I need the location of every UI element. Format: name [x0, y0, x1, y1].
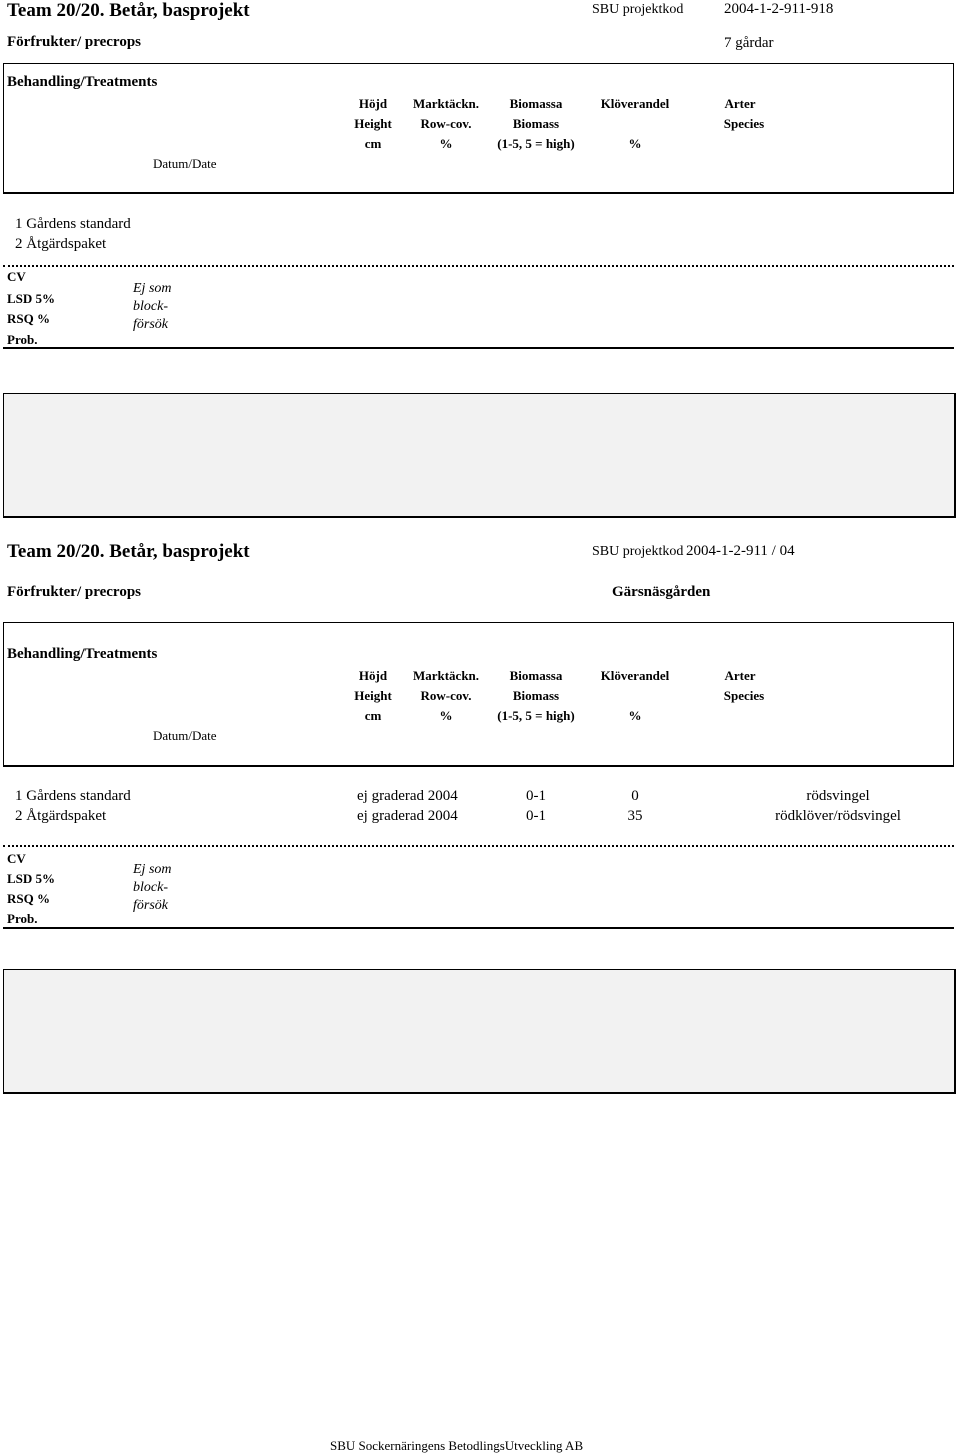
- col-biomass-en: Biomass: [512, 116, 560, 131]
- treatment-row: 2 Åtgärdspaket: [15, 236, 107, 252]
- design-note: block-: [133, 299, 168, 314]
- precrops-label: Förfrukter/ precrops: [7, 34, 141, 50]
- stat-cv: CV: [7, 851, 26, 866]
- design-note: Ej som: [133, 281, 172, 296]
- precrops-label: Förfrukter/ precrops: [7, 584, 141, 600]
- stats-divider: [3, 845, 954, 847]
- col-clover-unit: %: [628, 708, 642, 723]
- project-code-value: 2004-1-2-911-918: [724, 1, 834, 17]
- col-height-en: Height: [354, 116, 392, 131]
- design-note: block-: [133, 880, 168, 895]
- design-note: Ej som: [133, 862, 172, 877]
- col-species-en: Species: [723, 116, 765, 131]
- clover-cell: 35: [627, 808, 643, 824]
- date-label: Datum/Date: [153, 728, 217, 743]
- date-label: Datum/Date: [153, 156, 217, 171]
- col-species-en: Species: [723, 688, 765, 703]
- footer-text: SBU Sockernäringens BetodlingsUtveckling AB: [330, 1438, 584, 1453]
- stat-prob: Prob.: [7, 911, 38, 926]
- col-rowcov-en: Row-cov.: [420, 688, 472, 703]
- col-height-en: Height: [354, 688, 392, 703]
- design-note: försök: [133, 898, 168, 913]
- biomass-cell: 0-1: [526, 788, 546, 804]
- col-biomass-sv: Biomassa: [509, 96, 563, 111]
- stat-rsq: RSQ %: [7, 311, 50, 326]
- col-rowcov-sv: Marktäckn.: [412, 668, 480, 683]
- project-code-label: SBU projektkod: [592, 544, 684, 559]
- stat-lsd: LSD 5%: [7, 291, 56, 306]
- species-cell: rödklöver/rödsvingel: [775, 808, 901, 824]
- page-title: Team 20/20. Betår, basprojekt: [7, 541, 250, 562]
- col-height-sv: Höjd: [358, 96, 388, 111]
- biomass-cell: 0-1: [526, 808, 546, 824]
- col-clover-unit: %: [628, 136, 642, 151]
- stat-rsq: RSQ %: [7, 891, 50, 906]
- stat-cv: CV: [7, 269, 26, 284]
- col-biomass-unit: (1-5, 5 = high): [497, 708, 575, 723]
- col-species-sv: Arter: [724, 668, 756, 683]
- col-biomass-sv: Biomassa: [509, 668, 563, 683]
- chart-placeholder-box: [3, 969, 956, 1094]
- col-height-unit: cm: [364, 708, 382, 723]
- col-height-sv: Höjd: [358, 668, 388, 683]
- col-biomass-en: Biomass: [512, 688, 560, 703]
- stat-prob: Prob.: [7, 332, 38, 347]
- col-species-sv: Arter: [724, 96, 756, 111]
- stat-lsd: LSD 5%: [7, 871, 56, 886]
- stats-bottom-rule: [3, 927, 954, 929]
- place-label: 7 gårdar: [724, 35, 774, 51]
- treatment-row: 1 Gårdens standard: [15, 216, 131, 232]
- project-code-label: SBU projektkod: [592, 2, 684, 17]
- project-code-value: 2004-1-2-911 / 04: [686, 543, 795, 559]
- chart-placeholder-box: [3, 393, 956, 518]
- col-rowcov-en: Row-cov.: [420, 116, 472, 131]
- col-clover-sv: Klöverandel: [600, 668, 670, 683]
- graded-cell: ej graderad 2004: [357, 808, 458, 824]
- place-label: Gärsnäsgården: [612, 584, 711, 600]
- treatments-label: Behandling/Treatments: [7, 646, 158, 662]
- col-biomass-unit: (1-5, 5 = high): [497, 136, 575, 151]
- col-rowcov-unit: %: [439, 136, 453, 151]
- col-height-unit: cm: [364, 136, 382, 151]
- clover-cell: 0: [631, 788, 639, 804]
- design-note: försök: [133, 317, 168, 332]
- species-cell: rödsvingel: [806, 788, 870, 804]
- stats-bottom-rule: [3, 347, 954, 349]
- page-title: Team 20/20. Betår, basprojekt: [7, 0, 250, 21]
- treatments-label: Behandling/Treatments: [7, 74, 158, 90]
- col-clover-sv: Klöverandel: [600, 96, 670, 111]
- col-rowcov-sv: Marktäckn.: [412, 96, 480, 111]
- col-rowcov-unit: %: [439, 708, 453, 723]
- treatment-row: 1 Gårdens standard: [15, 788, 131, 804]
- graded-cell: ej graderad 2004: [357, 788, 458, 804]
- treatment-row: 2 Åtgärdspaket: [15, 808, 107, 824]
- stats-divider: [3, 265, 954, 267]
